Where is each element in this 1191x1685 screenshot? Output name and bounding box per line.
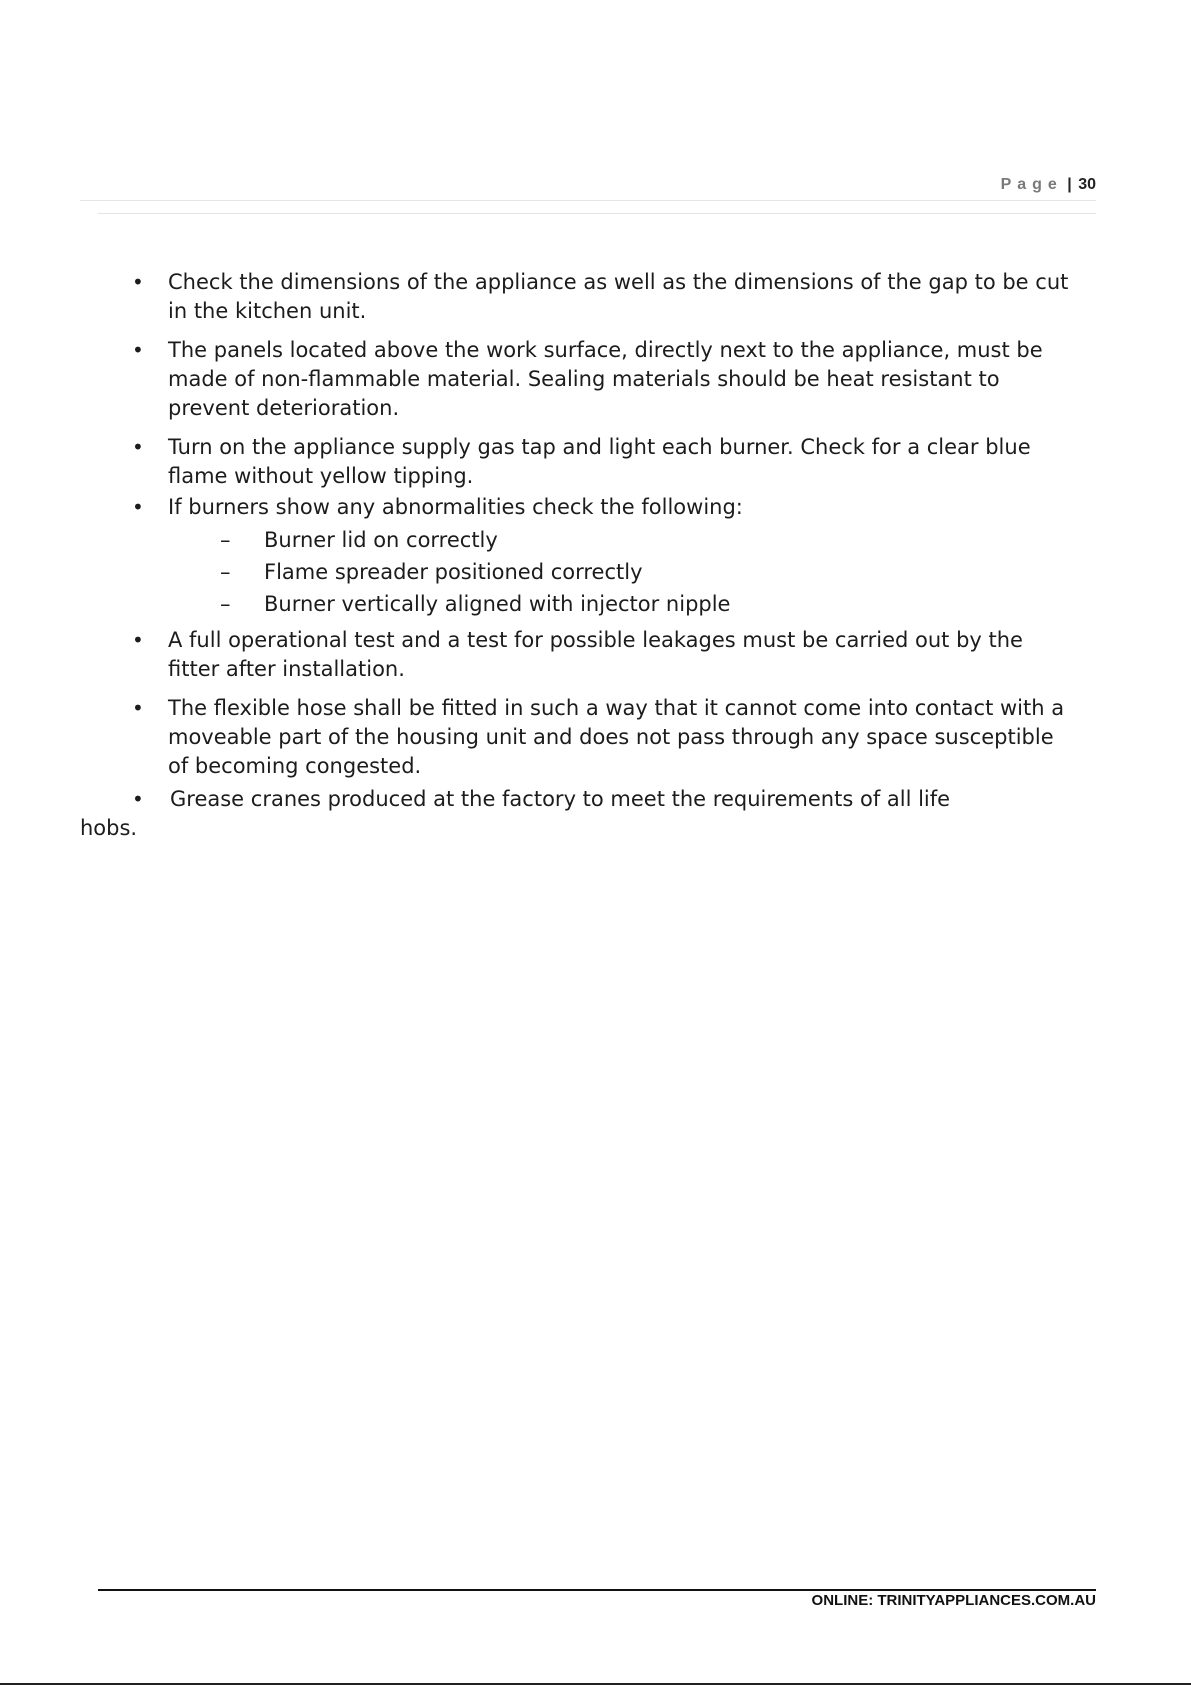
sub-list-item <box>80 556 1080 588</box>
footer-website: ONLINE: TRINITYAPPLIANCES.COM.AU <box>811 1592 1096 1609</box>
list-item-text: Grease cranes produced at the factory to meet the requirements of all life <box>170 787 951 811</box>
bullet-icon: • <box>132 495 144 519</box>
list-item <box>80 493 1080 522</box>
bullet-icon: • <box>132 270 144 294</box>
page-header <box>1001 176 1096 194</box>
bullet-icon: • <box>132 628 144 652</box>
dash-icon: – <box>220 592 231 616</box>
page-label: Page <box>1000 176 1063 193</box>
bullet-icon: • <box>132 696 144 720</box>
list-item <box>80 694 1080 781</box>
sub-list-item-text: Flame spreader positioned correctly <box>264 560 643 584</box>
footer-rule <box>98 1589 1096 1591</box>
header-rule-secondary <box>98 213 1096 214</box>
dash-icon: – <box>220 528 231 552</box>
sub-list-item <box>80 588 1080 620</box>
list-item <box>80 433 1080 491</box>
sub-list-item-text: Burner lid on correctly <box>264 528 498 552</box>
list-item-text: The panels located above the work surface, directly next to the appliance, must be made of non-flammable material. Sealing materials should be heat resistant to prevent deterioration. <box>168 338 1043 420</box>
bullet-icon: • <box>132 435 144 459</box>
list-item-text: A full operational test and a test for possible leakages must be carried out by the fitter after installation. <box>168 628 1023 681</box>
list-item-text: Check the dimensions of the appliance as well as the dimensions of the gap to be cut in the kitchen unit. <box>168 270 1069 323</box>
sub-list-item-text: Burner vertically aligned with injector nipple <box>264 592 731 616</box>
list-item <box>80 785 1080 814</box>
list-item-text: If burners show any abnormalities check the following: <box>168 495 743 519</box>
list-item-text: The flexible hose shall be fitted in such a way that it cannot come into contact with a moveable part of the housing unit and does not pass through any space susceptible of becoming congested. <box>168 696 1065 778</box>
header-rule <box>80 200 1096 201</box>
list-item <box>80 336 1080 423</box>
page-separator: | <box>1067 176 1072 193</box>
bullet-icon: • <box>132 338 144 362</box>
list-item <box>80 626 1080 684</box>
sub-list-item <box>80 524 1080 556</box>
page-number: 30 <box>1078 176 1096 193</box>
document-body <box>80 268 1080 843</box>
list-item-text: Turn on the appliance supply gas tap and light each burner. Check for a clear blue flame without yellow tipping. <box>168 435 1031 488</box>
list-item <box>80 268 1080 326</box>
wrapped-text: hobs. <box>80 816 138 840</box>
bullet-icon: • <box>132 787 144 811</box>
dash-icon: – <box>220 560 231 584</box>
